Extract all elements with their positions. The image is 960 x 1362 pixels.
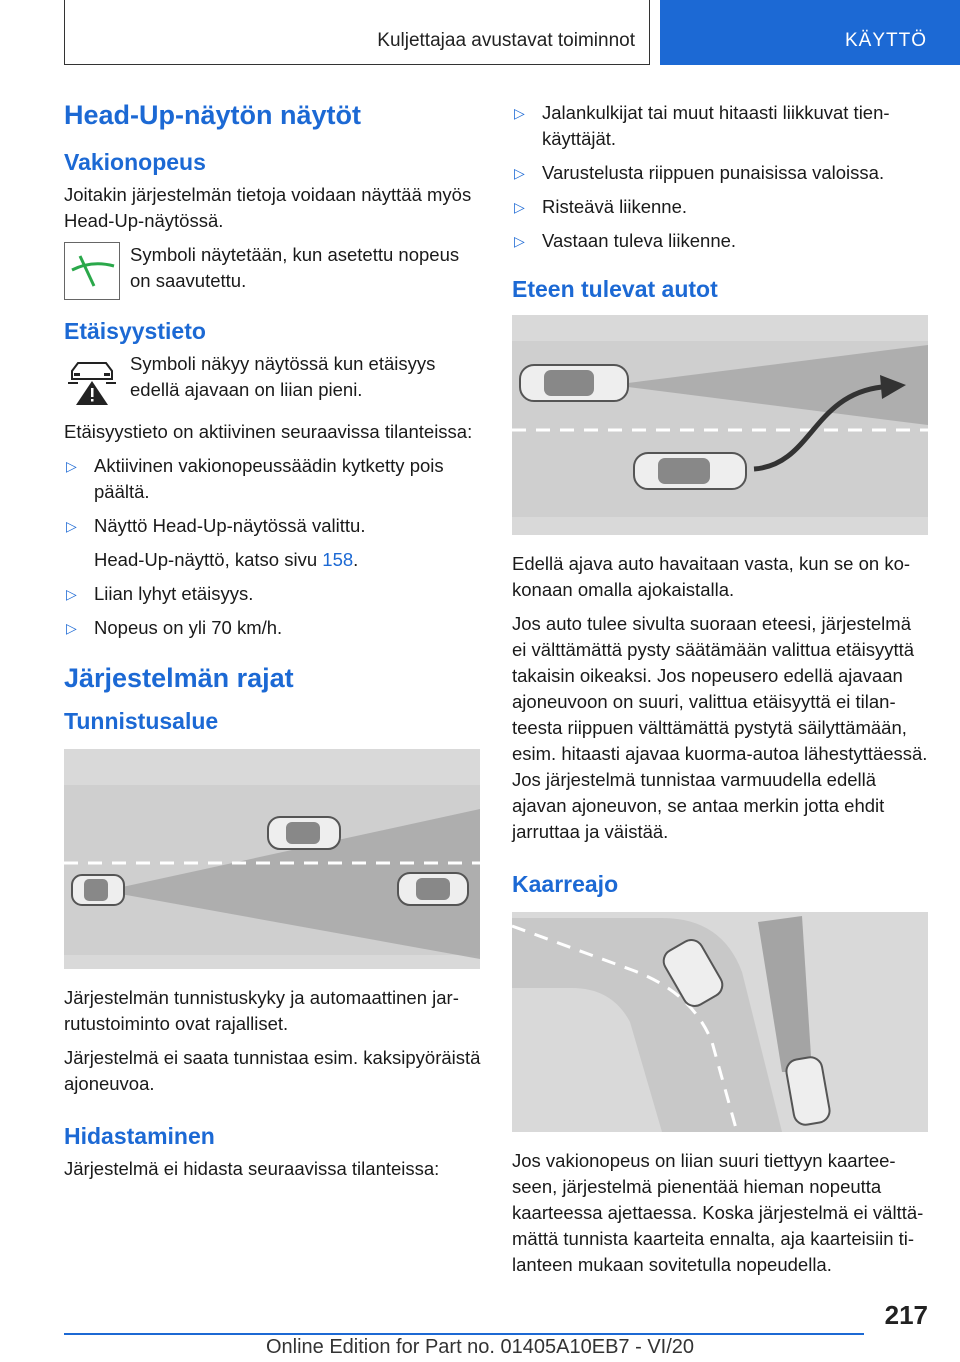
list-item: ▷ Aktiivinen vakionopeussäädin kytketty pois päältä. bbox=[66, 455, 444, 502]
triangle-right-icon: ▷ bbox=[66, 518, 77, 534]
triangle-right-icon: ▷ bbox=[66, 586, 77, 602]
footer-divider bbox=[64, 1333, 864, 1335]
distance-symbol-row bbox=[64, 351, 484, 409]
hidastaminen-heading: Hidastaminen bbox=[64, 1123, 215, 1149]
etaisyystieto-heading: Etäisyystieto bbox=[64, 318, 206, 344]
tunnistus-paragraph-2: Järjestelmä ei saata tunnistaa esim. kaksipyöräistä ajoneuvoa. bbox=[64, 1047, 481, 1094]
tunnistus-paragraph-1: Järjestelmän tunnistuskyky ja automaattinen jarrutustoiminto ovat rajalliset. bbox=[64, 987, 459, 1034]
triangle-right-icon: ▷ bbox=[514, 165, 525, 181]
list-item: ▷ Näyttö Head-Up-näytössä valittu. bbox=[64, 513, 484, 539]
footer-edition: Online Edition for Part no. 01405A10EB7 - VI/20 bbox=[265, 1336, 695, 1358]
speed-symbol-row bbox=[64, 242, 484, 300]
triangle-right-icon: ▷ bbox=[514, 105, 525, 121]
car-icon bbox=[268, 817, 340, 849]
distance-symbol-text: Symboli näkyy näytössä kun etäisyys edellä ajavaan on liian pieni. bbox=[130, 353, 436, 400]
header-section-title: KÄYTTÖ bbox=[845, 30, 928, 51]
etaisyystieto-list bbox=[64, 453, 484, 539]
rajat-heading: Järjestelmän rajat bbox=[64, 663, 294, 693]
detection-range-illustration bbox=[64, 749, 480, 969]
page-title: Head-Up-näytön näytöt bbox=[64, 100, 361, 130]
list-item: ▷ Vastaan tuleva liikenne. bbox=[512, 228, 928, 254]
car-icon bbox=[520, 365, 628, 401]
vakionopeus-heading: Vakionopeus bbox=[64, 149, 206, 175]
cut-in-vehicle-illustration bbox=[512, 315, 928, 535]
eteen-tulevat-heading: Eteen tulevat autot bbox=[512, 276, 718, 302]
list-item: ▷ Jalankulkijat tai muut hitaasti liikkuvat tienkäyttäjät. bbox=[514, 102, 890, 149]
eteen-paragraph-2: Jos auto tulee sivulta suoraan eteesi, järjestelmä ei välttämättä pysty säätämään valittua etäisyyttä takaisin oikeaksi. Jos nopeusero edellä ajavaan ajoneuvoon on suuri, valittua etäisyyttä ei tilanteesta riippuen välttämättä pystytä säilyttämään, esim. hitaasti ajavaa kuorma-autoa lähestyttäessä. Jos järjestelmä tunnistaa varmuudella edellä ajavan ajoneuvon, se antaa merkin jotta ehdit jarruttaa ja väistää. bbox=[512, 613, 928, 842]
list-item: ▷ Nopeus on yli 70 km/h. bbox=[64, 615, 484, 641]
list-item: ▷ Risteävä liikenne. bbox=[512, 194, 928, 220]
list-item: ▷ Liian lyhyt etäisyys. bbox=[64, 581, 484, 607]
kaarreajo-heading: Kaarreajo bbox=[512, 871, 619, 897]
header-chapter bbox=[64, 0, 650, 65]
header-section-tab[interactable] bbox=[660, 0, 960, 65]
speed-reached-icon bbox=[64, 242, 120, 300]
hidastaminen-paragraph: Järjestelmä ei hidasta seuraavissa tilanteissa: bbox=[64, 1158, 440, 1179]
triangle-right-icon: ▷ bbox=[514, 233, 525, 249]
triangle-right-icon: ▷ bbox=[66, 458, 77, 474]
page-reference-link[interactable]: 158 bbox=[322, 549, 354, 570]
car-icon bbox=[634, 453, 746, 489]
triangle-right-icon: ▷ bbox=[514, 199, 525, 215]
list-item: ▷ Varustelusta riippuen punaisissa valoissa. bbox=[512, 160, 928, 186]
vakionopeus-intro: Joitakin järjestelmän tietoja voidaan näyttää myös Head-Up-näytössä. bbox=[64, 184, 472, 231]
etaisyystieto-intro: Etäisyystieto on aktiivinen seuraavissa tilanteissa: bbox=[64, 421, 473, 442]
etaisyystieto-list-continued bbox=[64, 581, 484, 641]
car-icon bbox=[398, 873, 468, 905]
right-column bbox=[512, 100, 928, 1286]
tunnistusalue-heading: Tunnistusalue bbox=[64, 708, 219, 734]
speed-symbol-text: Symboli näytetään, kun asetettu nopeus on saavutettu. bbox=[130, 244, 460, 291]
triangle-right-icon: ▷ bbox=[66, 620, 77, 636]
page-reference-line: Head-Up-näyttö, katso sivu 158. bbox=[94, 549, 359, 570]
page-number: 217 bbox=[884, 1300, 928, 1330]
header-chapter-title: Kuljettajaa avustavat toiminnot bbox=[377, 30, 635, 51]
eteen-paragraph-1: Edellä ajava auto havaitaan vasta, kun se on kokonaan omalla ajokaistalla. bbox=[512, 553, 911, 600]
distance-warning-icon bbox=[64, 351, 120, 409]
car-icon bbox=[72, 875, 124, 905]
left-column bbox=[64, 100, 484, 1190]
curve-driving-illustration bbox=[512, 912, 928, 1132]
kaarreajo-paragraph: Jos vakionopeus on liian suuri tiettyyn kaarteeseen, järjestelmä pienentää hieman nopeutta kaarteessa ajettaessa. Koska järjestelmä ei välttämättä tunnista kaarteita ennalta, aja kaarteisiin tilanteen mukaan sovitetulla nopeudella. bbox=[512, 1150, 924, 1275]
hidastaminen-list bbox=[512, 100, 928, 254]
